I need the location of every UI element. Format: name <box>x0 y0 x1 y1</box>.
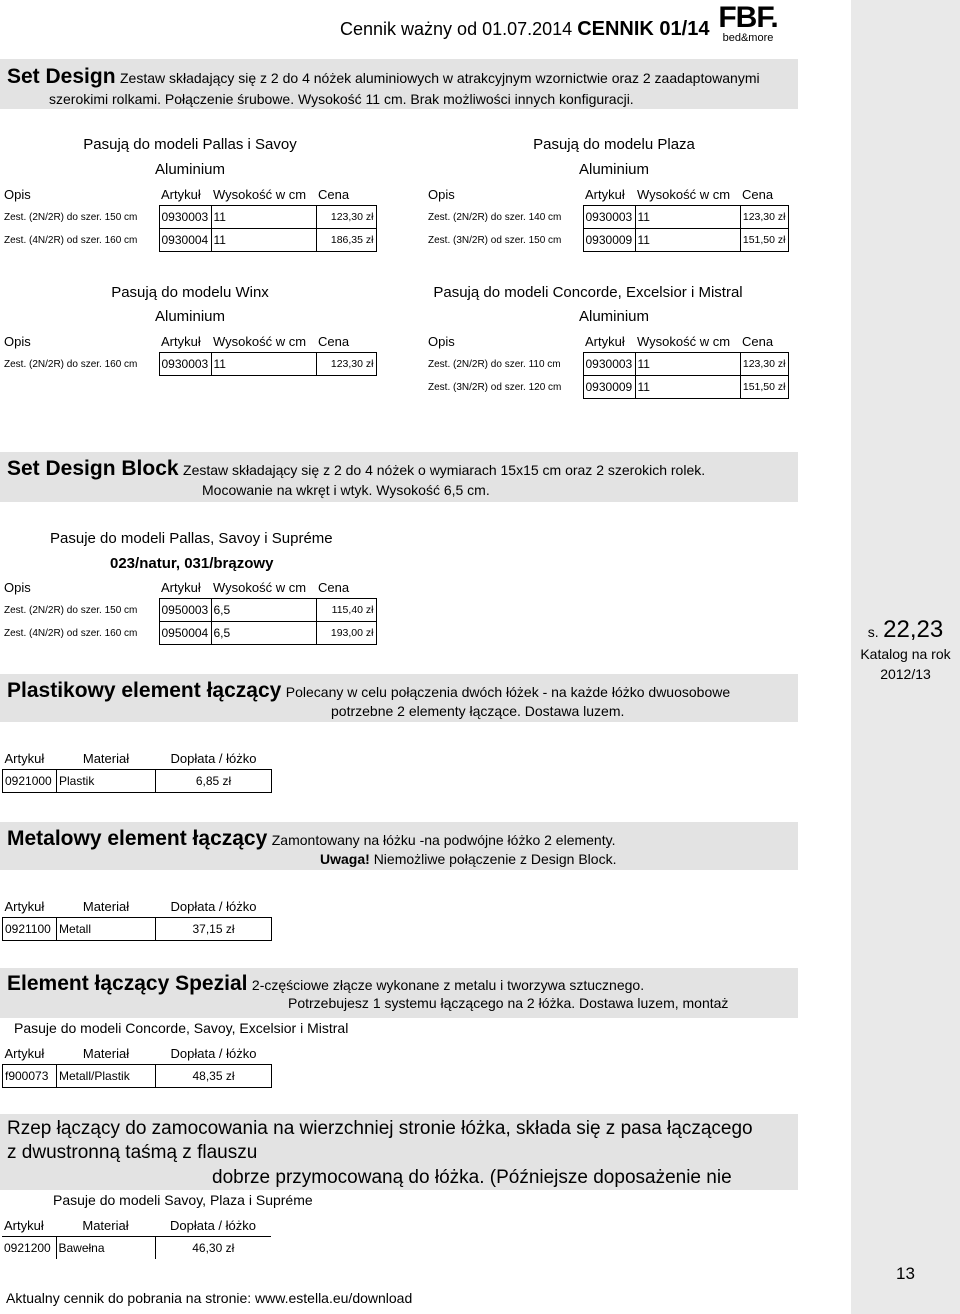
warning-label: Uwaga! <box>320 851 370 867</box>
plastic-connector-banner <box>0 674 798 722</box>
page-prefix: s. <box>867 624 879 640</box>
validity-header <box>340 18 709 41</box>
col-header-wysokosc: Wysokość w cm <box>213 333 307 349</box>
valid-from-text: Cennik ważny od 01.07.2014 <box>340 19 573 39</box>
set-design-title: Set Design <box>7 65 116 88</box>
col-header-material: Materiał <box>82 1217 129 1233</box>
design-block-desc-2: Mocowanie na wkręt i wtyk. Wysokość 6,5 cm. <box>202 482 490 498</box>
price-table <box>2 576 377 645</box>
col-header-wysokosc: Wysokość w cm <box>213 579 307 595</box>
col-header-opis: Opis <box>428 186 455 202</box>
velcro-fits-models: Pasuje do modeli Savoy, Plaza i Supréme <box>53 1192 313 1208</box>
col-header-opis: Opis <box>4 579 31 595</box>
group-title: Pasują do modeli Pallas i Savoy <box>83 136 297 153</box>
col-header-artykul: Artykuł <box>585 333 625 349</box>
group-material: Aluminium <box>154 308 226 325</box>
plastic-connector-desc-1: Polecany w celu połączenia dwóch łóżek - na każde łóżko dwuosobowe <box>285 684 731 700</box>
metal-price-table <box>2 895 272 941</box>
plastic-price-table <box>2 747 272 793</box>
table-row: Zest. (4N/2R) od szer. 160 cm 0930004 11 186,35 zł <box>2 229 376 252</box>
group-title: Pasują do modeli Concorde, Excelsior i Mistral <box>433 284 743 301</box>
velcro-connector-banner <box>0 1114 798 1190</box>
set-design-desc-2: szerokimi rolkami. Połączenie śrubowe. Wysokość 11 cm. Brak możliwości innych konfiguracji. <box>49 91 634 107</box>
group-title: Pasują do modelu Plaza <box>533 136 695 153</box>
catalog-pages: 22,23 <box>883 616 944 643</box>
table-row: 0921100 Metall 37,15 zł <box>3 918 272 941</box>
col-header-artykul: Artykuł <box>585 186 625 202</box>
group-material: Aluminium <box>578 161 650 178</box>
col-header-artykul: Artykuł <box>161 333 201 349</box>
col-header-doplata: Dopłata / łóżko <box>170 750 257 766</box>
logo-main: FBF. <box>718 1 778 34</box>
col-header-artykul: Artykuł <box>161 579 201 595</box>
set-design-desc-1: Zestaw składający się z 2 do 4 nóżek aluminiowych w atrakcyjnym wzornictwie oraz 2 zaadaptowanymi <box>119 70 760 86</box>
catalog-year: 2012/13 <box>880 666 931 682</box>
table-row: Zest. (2N/2R) do szer. 160 cm 0930003 11 123,30 zł <box>2 353 376 376</box>
metal-connector-desc-2: Niemożliwe połączenie z Design Block. <box>373 851 617 867</box>
spezial-connector-desc-1: 2-częściowe złącze wykonane z metalu i tworzywa sztucznego. <box>251 977 645 993</box>
col-header-material: Materiał <box>82 750 130 766</box>
col-header-wysokosc: Wysokość w cm <box>637 333 731 349</box>
catalog-label: Katalog na rok <box>860 646 951 662</box>
price-table <box>426 183 789 252</box>
velcro-desc-1: Rzep łączący do zamocowania na wierzchniej stronie łóżka, składa się z pasa łączącego <box>7 1118 753 1139</box>
col-header-cena: Cena <box>742 186 774 202</box>
col-header-opis: Opis <box>4 186 31 202</box>
group-material: 023/natur, 031/brązowy <box>110 555 274 572</box>
col-header-artykul: Artykuł <box>4 1217 44 1233</box>
page-number: 13 <box>896 1264 915 1283</box>
spezial-connector-desc-2: Potrzebujesz 1 systemu łączącego na 2 łóżka. Dostawa luzem, montaż <box>288 995 729 1011</box>
spezial-price-table <box>2 1042 272 1088</box>
table-row: Zest. (2N/2R) do szer. 110 cm 0930003 11 123,30 zł <box>426 353 788 376</box>
col-header-opis: Opis <box>4 333 31 349</box>
catalog-page-ref <box>851 616 960 644</box>
col-header-artykul: Artykuł <box>4 750 45 766</box>
table-row: Zest. (4N/2R) od szer. 160 cm 0950004 6,5 193,00 zł <box>2 622 376 645</box>
col-header-material: Materiał <box>82 898 130 914</box>
footer-download-link-text: Aktualny cennik do pobrania na stronie: www.estella.eu/download <box>6 1290 413 1306</box>
col-header-cena: Cena <box>742 333 774 349</box>
table-row: 0921000 Plastik 6,85 zł <box>3 770 272 793</box>
col-header-artykul: Artykuł <box>161 186 201 202</box>
col-header-wysokosc: Wysokość w cm <box>213 186 307 202</box>
col-header-artykul: Artykuł <box>4 898 45 914</box>
logo-sub: bed&more <box>722 32 774 44</box>
spezial-connector-title: Element łączący Spezial <box>7 972 248 995</box>
group-material: Aluminium <box>154 161 226 178</box>
col-header-cena: Cena <box>318 579 350 595</box>
fbf-logo <box>718 1 778 44</box>
spezial-connector-banner <box>0 968 798 1018</box>
metal-connector-desc-1: Zamontowany na łóżku -na podwójne łóżko 2 elementy. <box>271 832 616 848</box>
col-header-artykul: Artykuł <box>4 1045 45 1061</box>
col-header-cena: Cena <box>318 186 350 202</box>
col-header-doplata: Dopłata / łóżko <box>170 898 257 914</box>
design-block-title: Set Design Block <box>7 457 179 480</box>
col-header-material: Materiał <box>82 1045 130 1061</box>
table-row: Zest. (3N/2R) od szer. 150 cm 0930009 11 151,50 zł <box>426 229 788 252</box>
velcro-desc-2: z dwustronną taśmą z flauszu <box>7 1142 258 1163</box>
design-block-desc-1: Zestaw składający się z 2 do 4 nóżek o wymiarach 15x15 cm oraz 2 szerokich rolek. <box>183 462 706 478</box>
col-header-opis: Opis <box>428 333 455 349</box>
table-row: Zest. (3N/2R) od szer. 120 cm 0930009 11 151,50 zł <box>426 376 788 399</box>
metal-connector-title: Metalowy element łączący <box>7 827 268 850</box>
col-header-cena: Cena <box>318 333 350 349</box>
group-title: Pasują do modelu Winx <box>111 284 269 301</box>
plastic-connector-desc-2: potrzebne 2 elementy łączące. Dostawa luzem. <box>331 703 625 719</box>
table-row: 0921200 Bawełna 46,30 zł <box>2 1237 271 1260</box>
table-row: Zest. (2N/2R) do szer. 150 cm 0930003 11 123,30 zł <box>2 206 376 229</box>
col-header-doplata: Dopłata / łóżko <box>170 1217 256 1233</box>
set-design-banner <box>0 59 798 109</box>
group-material: Aluminium <box>578 308 650 325</box>
col-header-doplata: Dopłata / łóżko <box>170 1045 257 1061</box>
col-header-wysokosc: Wysokość w cm <box>637 186 731 202</box>
velcro-desc-3: dobrze przymocowaną do łóżka. (Późniejsze doposażenie nie <box>212 1167 732 1188</box>
cennik-label: CENNIK 01/14 <box>577 18 710 40</box>
design-block-banner <box>0 452 798 502</box>
table-row: Zest. (2N/2R) do szer. 140 cm 0930003 11 123,30 zł <box>426 206 788 229</box>
plastic-connector-title: Plastikowy element łączący <box>7 679 282 702</box>
price-table <box>426 330 789 399</box>
velcro-price-table <box>2 1214 271 1259</box>
table-row: Zest. (2N/2R) do szer. 150 cm 0950003 6,5 115,40 zł <box>2 599 376 622</box>
spezial-fits-models: Pasuje do modeli Concorde, Savoy, Excelsior i Mistral <box>14 1020 349 1036</box>
price-table <box>2 183 377 252</box>
price-table <box>2 330 377 376</box>
table-row: f900073 Metall/Plastik 48,35 zł <box>3 1065 272 1088</box>
group-title: Pasuje do modeli Pallas, Savoy i Supréme <box>50 530 333 547</box>
metal-connector-banner <box>0 822 798 870</box>
